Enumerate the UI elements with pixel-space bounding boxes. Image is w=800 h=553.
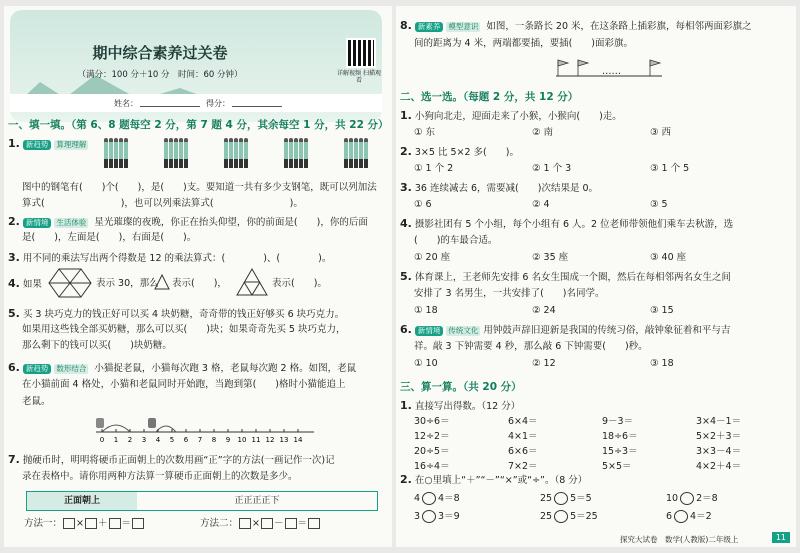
number-line-label: 9 [225,436,231,444]
q2-tag: 新情境 [23,218,52,228]
section-3-heading: 三、算一算。（共 20 分） [400,381,522,393]
q6-line2: 在小猫前面 4 格处，小猫和老鼠同时开始跑，当跑到第( )格时小猫能追上 [22,379,346,390]
mc-question-4 [400,218,733,230]
operand-a: 25 [540,493,553,504]
section-2-heading: 二、选一选。（每题 2 分，共 12 分） [400,91,579,103]
q6-line3: 老鼠。 [22,396,51,407]
operator-item [540,510,598,523]
mc-option[interactable]: ① 6 [414,199,432,210]
mc-option[interactable]: ③ 18 [650,358,674,369]
q7-line2: 录在表格中。请你用两种方法算一算硬币正面朝上的次数是多少。 [22,471,298,482]
mc-question-1 [400,110,622,122]
mc-question-5 [400,271,731,283]
mc-option[interactable]: ① 18 [414,305,438,316]
number-line-label: 6 [183,436,189,444]
q8-line2: 间的距离为 4 米，两端都要插，要插( )面彩旗。 [414,38,633,49]
mc-number: 2. [400,145,412,158]
name-label: 姓名： [114,99,138,108]
section-1-heading: 一、填一填。（第 6、8 题每空 2 分，第 7 题 4 分，其余每空 1 分，共 22 分） [8,119,389,131]
table-value: 正正正正下 [234,496,280,506]
triangle-icon [154,274,170,290]
c2-title: 在○里填上“＋”“－”“×”或“÷”。（8 分） [414,475,588,486]
mc-number: 6. [400,323,412,336]
mc-option[interactable]: ② 南 [532,127,554,138]
operator-item [414,510,460,523]
calc-item[interactable]: 9－3＝ [602,416,634,427]
operand-a: 4 [414,493,421,504]
q2-tag2: 生活体验 [56,218,87,227]
q3-number: 3. [8,251,20,264]
operand-b: 2＝8 [696,493,718,504]
triangle-group-icon [236,268,268,296]
mc-number: 5. [400,270,412,283]
operand-a: 3 [414,511,421,522]
calc-item[interactable]: 4×1＝ [508,431,538,442]
mc-option[interactable]: ② 1 个 3 [532,163,572,174]
operator-circle[interactable] [422,492,436,505]
mc-option[interactable]: ③ 5 [650,199,668,210]
q4-text4: 表示( )。 [272,278,327,289]
mc-option[interactable]: ② 4 [532,199,550,210]
exam-subtitle: （满分：100 分＋10 分 时间：60 分钟） [77,70,243,80]
operator-circle[interactable] [422,510,436,523]
c2-number: 2. [400,473,412,486]
mc-question-6 [400,324,730,336]
q4-text1: 如果 [22,279,42,290]
mc-text: 3×5 比 5×2 多( )。 [414,147,519,158]
answer-box[interactable] [85,518,97,529]
q6-number: 6. [8,361,20,374]
q8-text1: 如图，一条路长 20 米，在这条路上插彩旗，每相邻两面彩旗之 [486,21,752,32]
operator-circle[interactable] [680,492,694,505]
q3-text: 用不同的乘法写出两个得数是 12 的乘法算式：( )、( )。 [22,253,332,264]
q2-line2: 是( )，左面是( )，右面是( )。 [22,232,197,243]
q1-number: 1. [8,137,20,150]
q4-number: 4. [8,277,20,290]
score-line[interactable] [232,106,282,107]
name-score-bar [10,94,382,112]
number-line-label: 11 [251,436,261,444]
q8-tag2: 模型意识 [448,22,479,31]
calc-item[interactable]: 18÷6＝ [602,431,638,442]
number-line-label: 0 [99,436,105,444]
q7-line1 [8,454,335,466]
answer-box[interactable] [132,518,144,529]
calc-item[interactable]: 3×4－1＝ [696,416,742,427]
c1-heading [400,400,520,412]
calc-item[interactable]: 16÷4＝ [414,461,450,472]
pen-group-5 [344,138,369,172]
operator-item [414,492,460,505]
qr-caption: 详解视频 扫描观看 [337,70,381,84]
mc-option[interactable]: ③ 西 [650,127,672,138]
q1-line2: 算式( )，也可以列乘法算式( )。 [22,198,303,209]
number-line-label: 12 [265,436,275,444]
number-line-label: 4 [155,436,161,444]
q6-line1 [8,362,356,374]
mc-text-2: ( )的车最合适。 [414,235,498,246]
mc-number: 4. [400,217,412,230]
q1-line1: 图中的钢笔有( )个( )，是( )支。要知道一共有多少支钢笔，既可以列加法 [22,182,377,193]
operand-a: 10 [666,493,679,504]
mc-number: 1. [400,109,412,122]
number-line-label: 10 [237,436,247,444]
number-line-label: 7 [197,436,203,444]
operand-a: 6 [666,511,673,522]
exam-title: 期中综合素养过关卷 [92,44,228,62]
mc-text-2: 祥。敲 3 下钟需要 4 秒，那么敲 6 下钟需要( )秒。 [414,341,648,352]
q1-tag: 新趋势 [23,140,52,150]
hexagon-icon [48,268,92,298]
calc-item[interactable]: 20÷5＝ [414,446,450,457]
q5-number: 5. [8,307,20,320]
answer-box[interactable] [261,518,273,529]
table-header: 正面朝上 [27,492,137,510]
pen-group-1 [104,138,129,172]
answer-box[interactable] [285,518,297,529]
mc-option[interactable]: ① 1 个 2 [414,163,454,174]
mc-text: 摄影社团有 5 个小组，每个小组有 6 人。2 位老师带领他们乘车去秋游，选 [414,219,734,230]
mc-option[interactable]: ① 20 座 [414,252,451,263]
answer-box[interactable] [308,518,320,529]
calc-item[interactable]: 5×5＝ [602,461,632,472]
calc-item[interactable]: 7×2＝ [508,461,538,472]
flags-dots: …… [602,66,621,77]
q5-text1: 买 3 块巧克力的钱正好可以买 4 块奶糖，奇奇带的钱正好够买 6 块巧克力。 [22,309,345,320]
mc-tag2: 传统文化 [448,326,479,335]
mc-question-3 [400,182,598,194]
number-line-label: 2 [127,436,133,444]
q8-line1 [400,20,752,32]
q6-text1: 小猫捉老鼠，小猫每次跑 3 格，老鼠每次跑 2 格。如图，老鼠 [94,363,357,374]
qr-code-icon[interactable] [346,38,376,68]
q4-text2: 表示 30，那么 [96,278,159,289]
q4-line [8,278,42,290]
operand-b: 3＝9 [438,511,460,522]
mc-option[interactable]: ② 24 [532,305,556,316]
right-page [396,6,796,547]
number-line-label: 8 [211,436,217,444]
calc-item[interactable]: 30÷6＝ [414,416,450,427]
q8-tag: 新素养 [415,22,444,32]
operand-b: 5＝25 [570,511,598,522]
calc-item[interactable]: 3×3－4＝ [696,446,742,457]
calc-item[interactable]: 5×2＋3＝ [696,431,742,442]
mc-text: 小狗向北走，迎面走来了小猴，小猴向( )走。 [414,111,622,122]
mc-text: 用钟鼓声辞旧迎新是我国的传统习俗，敲钟象征着和平与吉 [483,325,731,336]
number-line [92,412,322,446]
pen-group-2 [164,138,189,172]
operator-item [666,510,712,523]
operator-item [540,492,592,505]
answer-box[interactable] [63,518,75,529]
mc-option[interactable]: ② 12 [532,358,556,369]
c1-number: 1. [400,399,412,412]
mc-text-2: 安排了 3 名男生，一共安排了( )名同学。 [414,288,605,299]
pen-group-4 [284,138,309,172]
operator-circle[interactable] [554,510,568,523]
q5-line1 [8,308,344,320]
c2-heading [400,474,587,486]
operator-circle[interactable] [674,510,688,523]
number-line-label: 1 [113,436,119,444]
q2-text1: 星光璀璨的夜晚，你正在抬头仰望，你的前面是( )，你的后面 [94,217,368,228]
calc-item[interactable]: 15÷3＝ [602,446,638,457]
answer-box[interactable] [109,518,121,529]
c1-title: 直接写出得数。（12 分） [414,401,521,412]
q8-number: 8. [400,19,412,32]
q1-header [8,138,91,150]
answer-box[interactable] [239,518,251,529]
calc-item[interactable]: 6×6＝ [508,446,538,457]
pen-group-3 [224,138,249,172]
calc-item[interactable]: 12÷2＝ [414,431,450,442]
method2-label: 方法二： [200,518,239,529]
mc-option[interactable]: ① 10 [414,358,438,369]
mc-number: 3. [400,181,412,194]
operand-a: 25 [540,511,553,522]
method2-row: 方法二： × － ＝ [200,518,321,529]
mc-question-2 [400,146,519,158]
mc-option[interactable]: ③ 1 个 5 [650,163,690,174]
mc-option[interactable]: ① 东 [414,127,436,138]
page-number: 11 [772,532,790,543]
q6-tag2: 数形结合 [56,364,87,373]
q3-line [8,252,331,264]
q5-line3: 那么剩下的钱可以买( )块奶糖。 [22,340,172,351]
method1-label: 方法一： [24,518,63,529]
number-line-label: 14 [293,436,303,444]
operand-b: 4＝8 [438,493,460,504]
mc-tag: 新情境 [415,326,444,336]
q1-tag2: 算理理解 [56,140,87,149]
page-footer: 探究大试卷 数学(人教版)二年级上 [620,535,739,544]
q5-line2: 如果用这些钱全部买奶糖，那么可以买( )块；如果奇奇先买 5 块巧克力， [22,324,346,335]
operand-b: 5＝5 [570,493,592,504]
name-line[interactable] [140,106,200,107]
operand-b: 4＝2 [690,511,712,522]
number-line-label: 5 [169,436,175,444]
operator-circle[interactable] [554,492,568,505]
calc-item[interactable]: 6×4＝ [508,416,538,427]
q7-text1: 抛硬币时，明明将硬币正面朝上的次数用画“正”字的方法(一画记作一次)记 [22,455,335,466]
method1-row: 方法一： × ＋ ＝ [24,518,145,529]
number-line-label: 3 [141,436,147,444]
mc-option[interactable]: ③ 40 座 [650,252,687,263]
q2-line1 [8,216,368,228]
tally-table [26,491,378,511]
calc-item[interactable]: 4×2＋4＝ [696,461,742,472]
number-line-label: 13 [279,436,289,444]
mc-text: 体育课上，王老师先安排 6 名女生围成一个圈，然后在每相邻两名女生之间 [414,272,731,283]
operator-item [666,492,718,505]
left-page [4,6,392,547]
score-label: 得分： [206,99,230,108]
q7-number: 7. [8,453,20,466]
q4-text3: 表示( )， [172,278,227,289]
mc-option[interactable]: ② 35 座 [532,252,569,263]
q2-number: 2. [8,215,20,228]
mc-option[interactable]: ③ 15 [650,305,674,316]
mc-text: 36 连续减去 6，需要减( )次结果是 0。 [414,183,599,194]
q6-tag: 新趋势 [23,364,52,374]
